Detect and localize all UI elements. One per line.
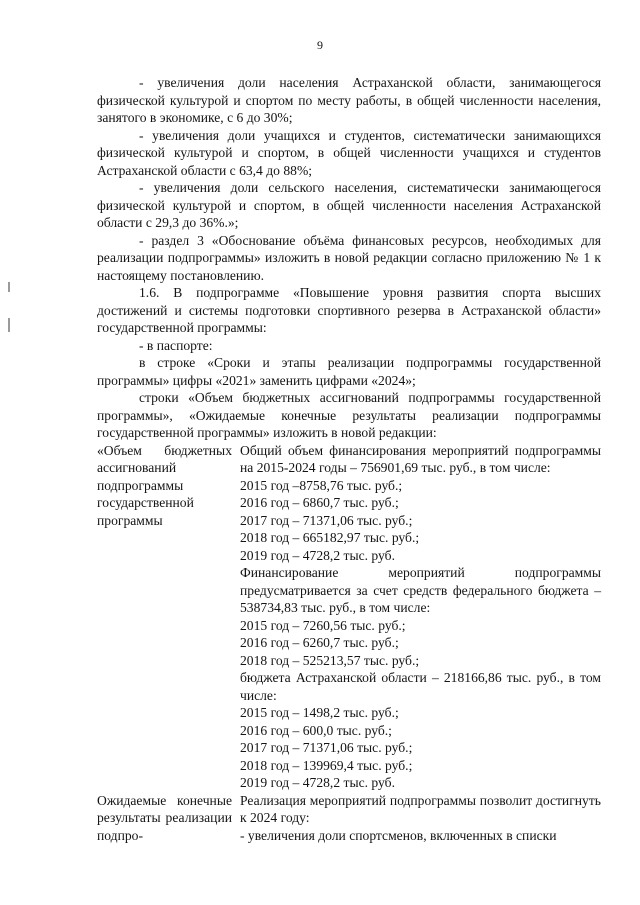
paragraph: - увеличения доли сельского населения, систематически занимающегося физической культурой и спортом, в общей численности населения Астраханской области с 29,3 до 36%.»; (97, 180, 601, 230)
page-number: 9 (317, 38, 323, 52)
paragraph: 1.6. В подпрограмме «Повышение уровня развития спорта высших достижений и системы подготовки спортивного резерва в Астраханской области» государственной программы: (97, 285, 601, 335)
results-line: Реализация мероприятий подпрограммы позволит достигнуть к 2024 году: (240, 792, 601, 825)
funding-line: 2018 год – 525213,57 тыс. руб.; (240, 652, 420, 668)
passport-results-row (97, 792, 601, 845)
paragraph: - раздел 3 «Обоснование объёма финансовых ресурсов, необходимых для реализации подпрограммы» изложить в новой редакции согласно приложению № 1 к настоящему постановлению. (97, 232, 601, 283)
funding-line: 2018 год – 665182,97 тыс. руб.; (240, 530, 420, 545)
funding-line: 2018 год – 139969,4 тыс. руб.; (240, 757, 413, 773)
passport-funding-label: «Объем бюджетных ассигнований подпрограммы государственной программы (97, 442, 232, 528)
margin-mark (8, 282, 10, 292)
funding-line: 2015 год – 7260,56 тыс. руб.; (240, 617, 406, 633)
paragraph: - увеличения доли населения Астраханской области, занимающегося физической культурой и спортом по месту работы, в общей численности населения, занятого в экономике, с 6 до 30%; (97, 75, 601, 125)
funding-line: 2017 год – 71371,06 тыс. руб.; (240, 740, 413, 755)
passport-funding-row (97, 442, 601, 792)
document-body (97, 74, 601, 844)
funding-line: Финансирование мероприятий подпрограммы предусматривается за счет средств федерального бюджета – 538734,83 тыс. руб., в том числе: (240, 565, 601, 615)
funding-line: 2019 год – 4728,2 тыс. руб. (240, 547, 395, 563)
passport-results-label: Ожидаемые конечные результаты реализации подпро- (97, 792, 232, 843)
paragraph: - в паспорте: (139, 337, 213, 353)
paragraph: строки «Объем бюджетных ассигнований подпрограммы государственной программы», «Ожидаемые конечные результаты реализации подпрограммы государственной программы» изложить в новой редакции: (97, 390, 601, 440)
paragraph: - увеличения доли учащихся и студентов, систематически занимающихся физической культурой и спортом, в общей численности учащихся и студентов Астраханской области с 63,4 до 88%; (97, 127, 601, 178)
funding-line: 2017 год – 71371,06 тыс. руб.; (240, 512, 413, 528)
funding-line: 2019 год – 4728,2 тыс. руб. (240, 775, 395, 790)
funding-line: бюджета Астраханской области – 218166,86 тыс. руб., в том числе: (240, 670, 601, 703)
margin-mark (8, 318, 10, 332)
passport-funding-value (240, 442, 601, 792)
funding-line: 2015 год –8758,76 тыс. руб.; (240, 477, 403, 493)
funding-line: 2016 год – 6260,7 тыс. руб.; (240, 635, 399, 650)
passport-results-value (240, 792, 601, 845)
funding-line: 2015 год – 1498,2 тыс. руб.; (240, 705, 399, 720)
funding-line: Общий объем финансирования мероприятий подпрограммы на 2015-2024 годы – 756901,69 тыс. руб., в том числе: (240, 442, 601, 475)
paragraph: в строке «Сроки и этапы реализации подпрограммы государственной программы» цифры «2021» заменить цифрами «2024»; (97, 355, 601, 388)
funding-line: 2016 год – 6860,7 тыс. руб.; (240, 495, 399, 510)
results-line: - увеличения доли спортсменов, включенных в списки (240, 827, 557, 843)
funding-line: 2016 год – 600,0 тыс. руб.; (240, 722, 392, 738)
